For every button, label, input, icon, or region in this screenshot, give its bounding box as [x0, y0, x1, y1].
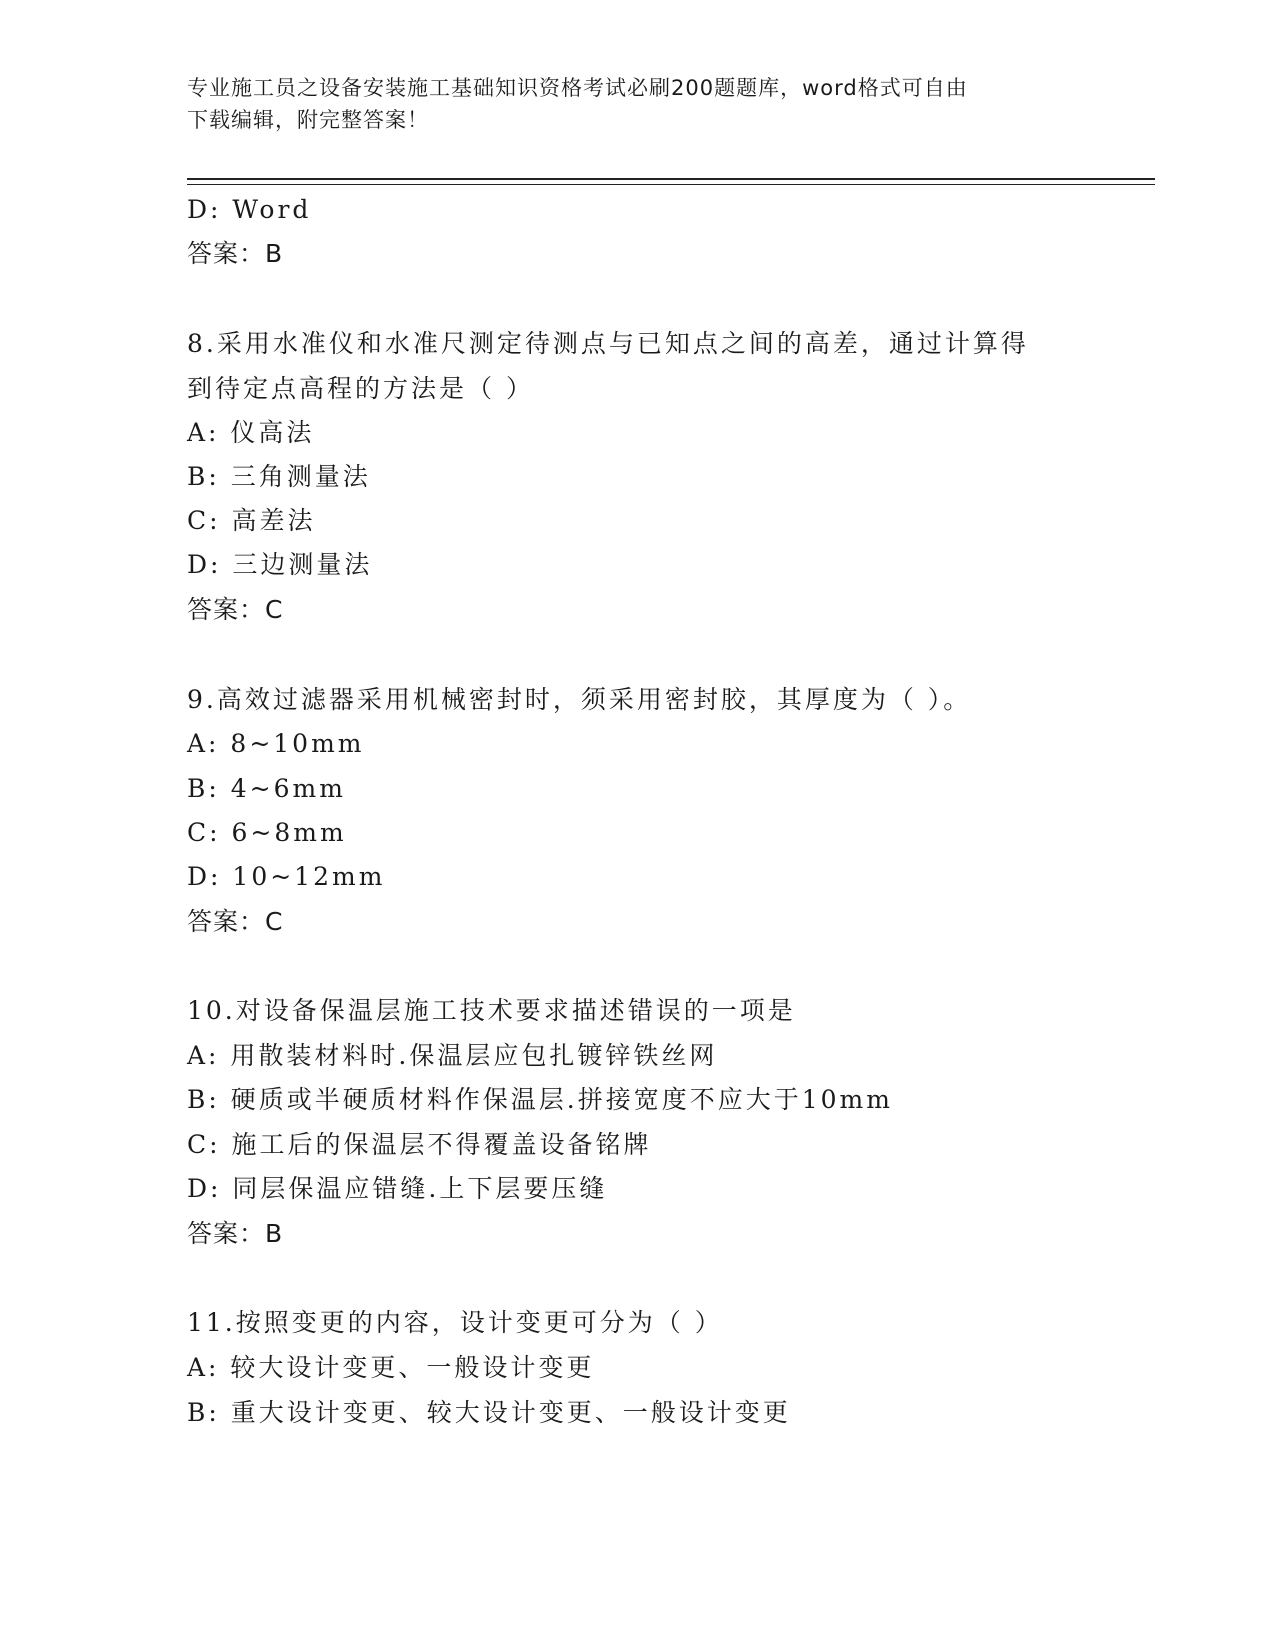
question-11-option-b: B: 重大设计变更、较大设计变更、一般设计变更	[187, 1398, 791, 1427]
document-header	[187, 72, 1067, 136]
header-divider-thick	[187, 178, 1155, 180]
question-10-stem: 10.对设备保温层施工技术要求描述错误的一项是	[187, 996, 796, 1025]
question-8-option-c: C: 高差法	[187, 506, 316, 535]
option-d: D: Word	[187, 195, 312, 224]
question-8-option-b: B: 三角测量法	[187, 462, 371, 491]
question-10-answer: 答案：B	[187, 1219, 284, 1248]
header-divider-thin	[187, 184, 1155, 185]
question-9-option-d: D: 10~12mm	[187, 862, 386, 891]
question-11-stem: 11.按照变更的内容，设计变更可分为（ ）	[187, 1308, 723, 1337]
question-11-option-a: A: 较大设计变更、一般设计变更	[187, 1353, 595, 1382]
question-9-answer: 答案：C	[187, 907, 284, 936]
question-10-option-c: C: 施工后的保温层不得覆盖设备铭牌	[187, 1130, 652, 1159]
header-line-1: 专业施工员之设备安装施工基础知识资格考试必刷200题题库，word格式可自由	[187, 76, 968, 100]
question-8-answer: 答案：C	[187, 595, 284, 624]
question-8-stem: 8.采用水准仪和水准尺测定待测点与已知点之间的高差，通过计算得	[187, 329, 1029, 358]
question-10-option-a: A: 用散装材料时.保温层应包扎镀锌铁丝网	[187, 1041, 718, 1070]
question-8-option-d: D: 三边测量法	[187, 550, 373, 579]
answer-line: 答案：B	[187, 239, 284, 268]
question-9-option-c: C: 6~8mm	[187, 818, 347, 847]
question-9-stem: 9.高效过滤器采用机械密封时，须采用密封胶，其厚度为（ ）。	[187, 685, 972, 714]
header-line-2: 下载编辑，附完整答案！	[187, 108, 429, 132]
question-10-option-d: D: 同层保温应错缝.上下层要压缝	[187, 1174, 608, 1203]
question-9-option-b: B: 4~6mm	[187, 774, 346, 803]
question-10-option-b: B: 硬质或半硬质材料作保温层.拼接宽度不应大于10mm	[187, 1085, 893, 1114]
question-8-stem-cont: 到待定点高程的方法是（ ）	[187, 374, 534, 403]
question-9-option-a: A: 8~10mm	[187, 729, 365, 758]
question-8-option-a: A: 仪高法	[187, 418, 315, 447]
